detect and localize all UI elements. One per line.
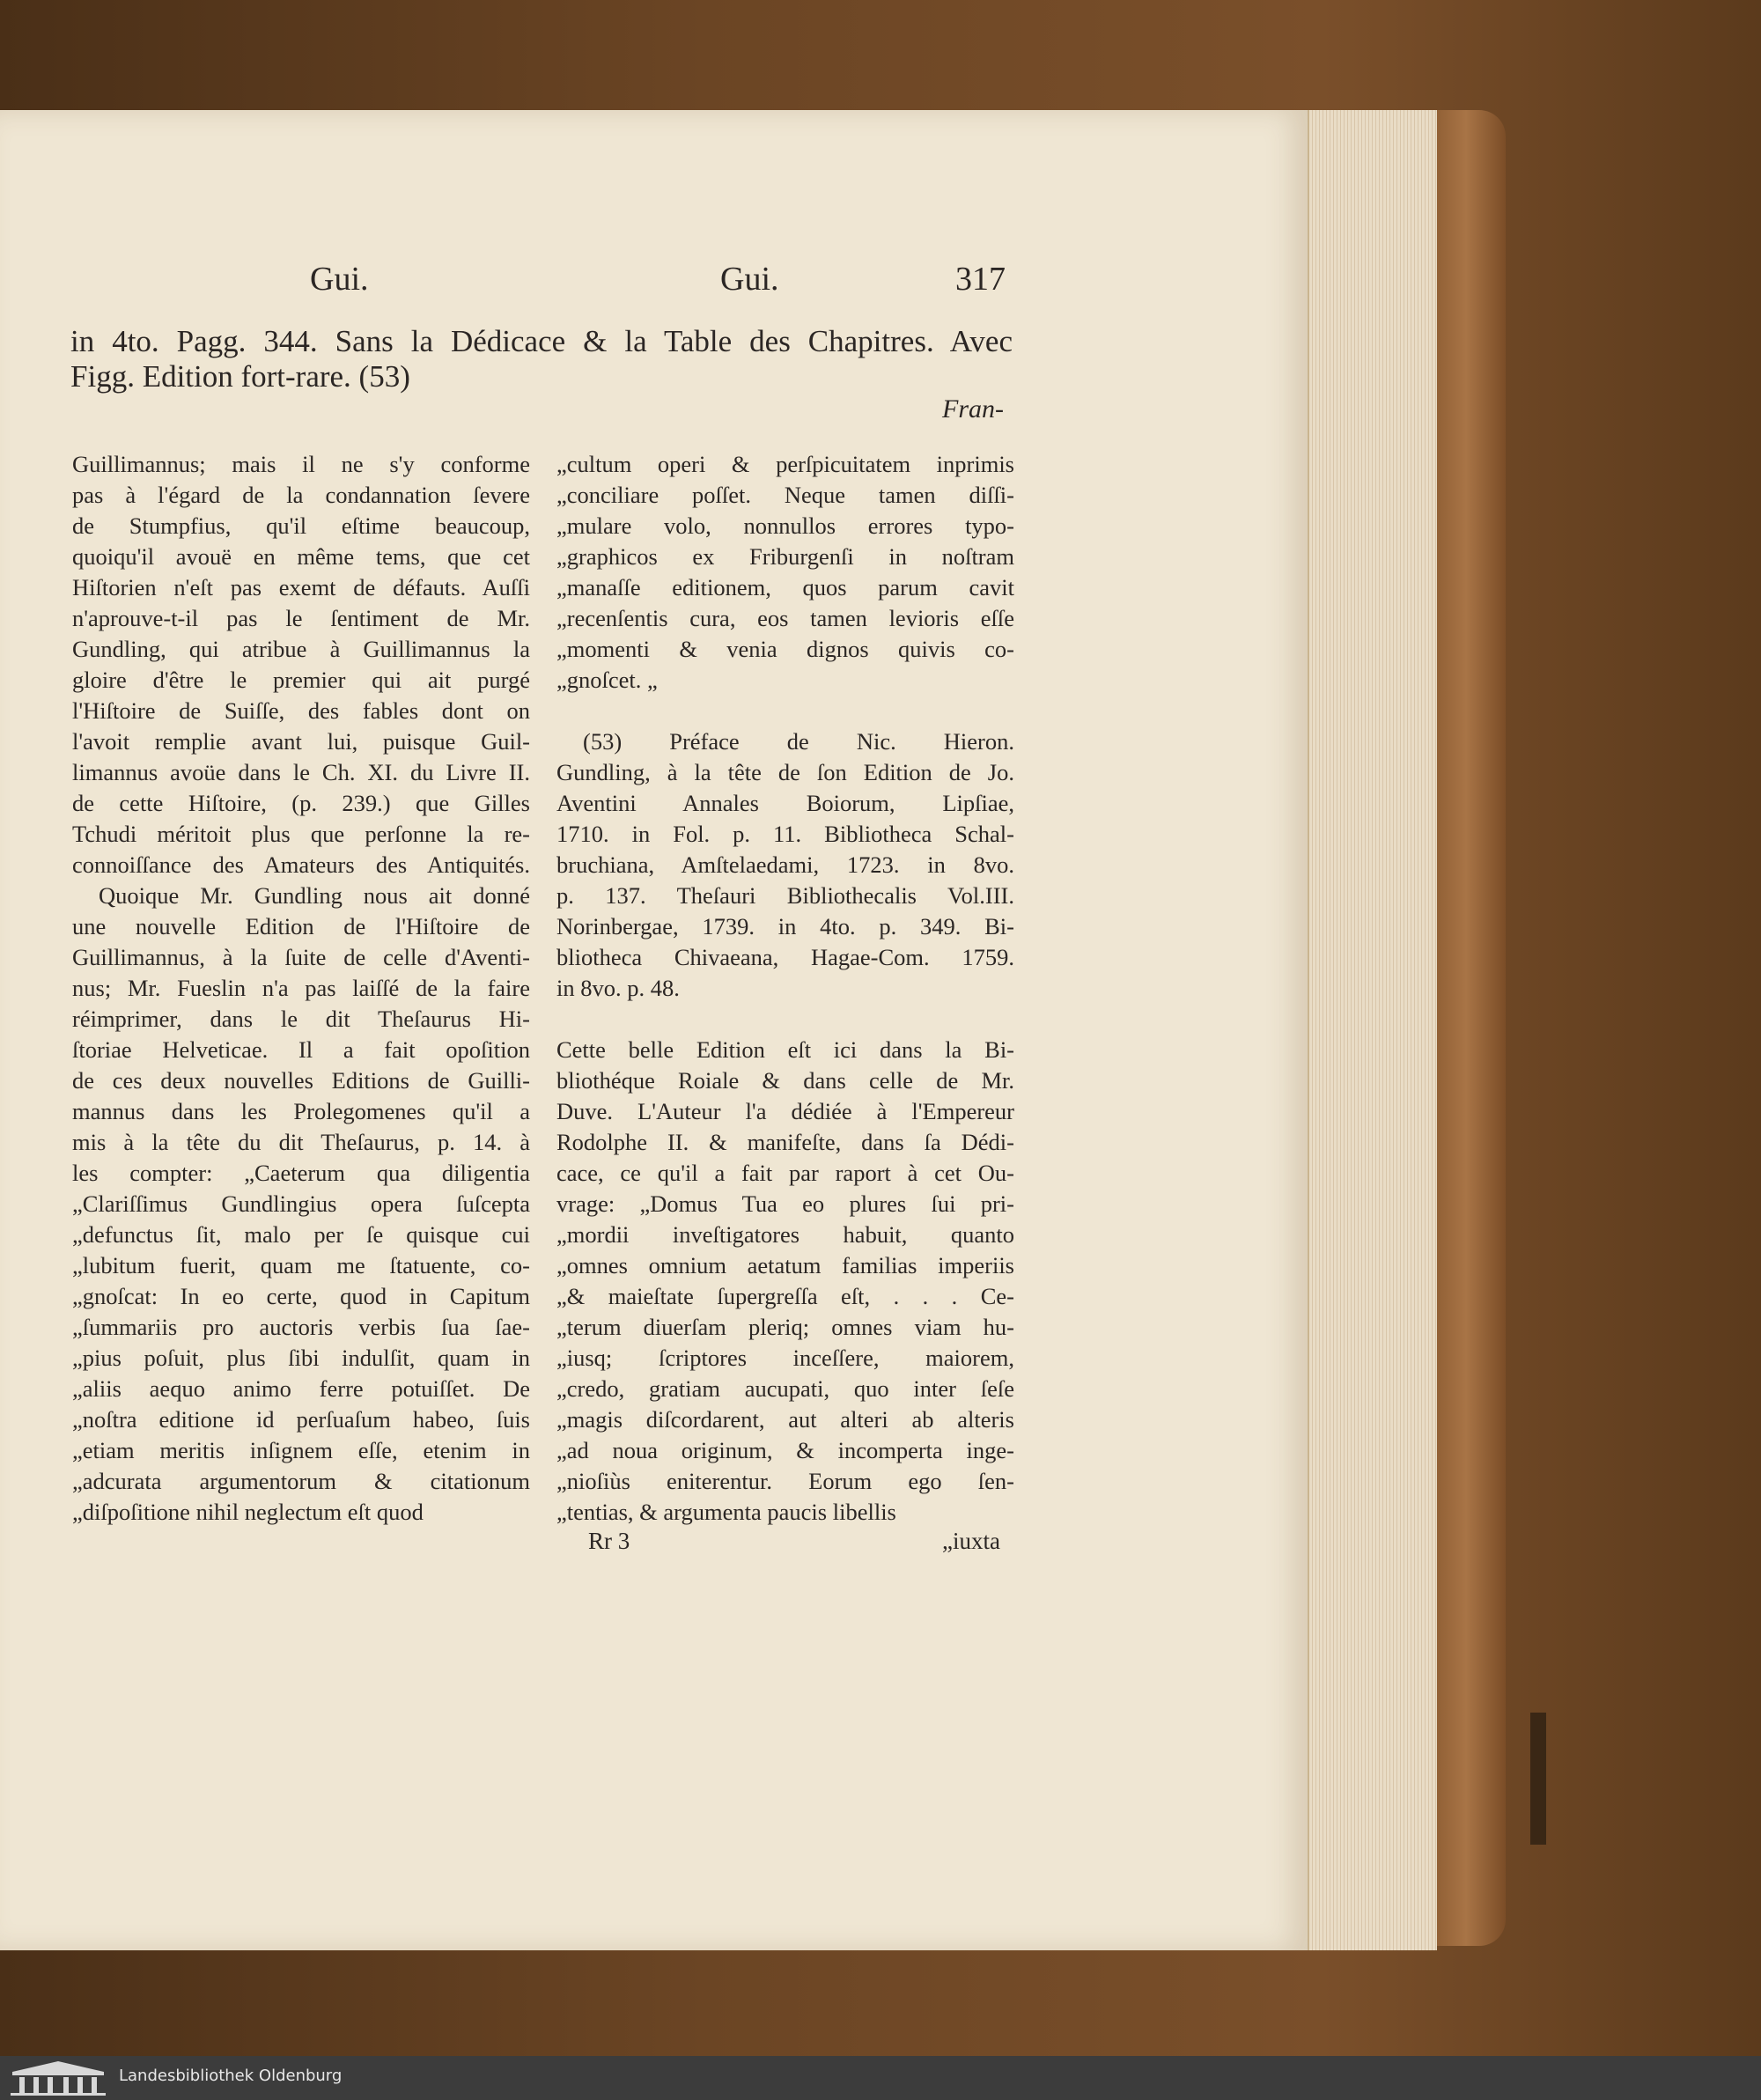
text-line: mannus dans les Prolegomenes qu'il a: [72, 1098, 530, 1124]
text-line: „tentias, & argumenta paucis libellis: [556, 1499, 896, 1525]
text-line: „& maieſtate ſupergreſſa eſt, . . . Ce-: [556, 1283, 1014, 1309]
text-line: „noſtra editione id perſuaſum habeo, ſuis: [72, 1406, 530, 1433]
text-line: „lubitum fuerit, quam me ſtatuente, co-: [72, 1252, 530, 1278]
running-head-left: Gui.: [310, 261, 369, 298]
page-number: 317: [955, 261, 1006, 298]
text-line: l'Hiſtoire de Suiſſe, des fables dont on: [72, 697, 530, 724]
text-line: l'avoit remplie avant lui, puisque Guil-: [72, 728, 530, 755]
text-line: les compter: „Caeterum qua diligentia: [72, 1160, 530, 1186]
text-line: p. 137. Theſauri Bibliothecalis Vol.III.: [556, 882, 1014, 909]
text-line: n'aprouve-t-il pas le ſentiment de Mr.: [72, 605, 530, 631]
text-line: Norinbergae, 1739. in 4to. p. 349. Bi-: [556, 913, 1014, 939]
text-line: Duve. L'Auteur l'a dédiée à l'Empereur: [556, 1098, 1014, 1124]
right-column: [556, 449, 1014, 1528]
text-line: (53) Préface de Nic. Hieron.: [583, 728, 1014, 755]
text-line: une nouvelle Edition de l'Hiſtoire de: [72, 913, 530, 939]
text-line: „iusq; ſcriptores inceſſere, maiorem,: [556, 1345, 1014, 1371]
text-line: „diſpoſitione nihil neglectum eſt quod: [72, 1499, 424, 1525]
book-cover-edge: [1426, 110, 1506, 1946]
running-head-center: Gui.: [720, 261, 779, 298]
text-line: mis à la tête du dit Theſaurus, p. 14. à: [72, 1129, 530, 1155]
text-line: cace, ce qu'il a fait par raport à cet Ou-: [556, 1160, 1014, 1186]
library-name: Landesbibliothek Oldenburg: [119, 2067, 343, 2085]
text-line: vrage: „Domus Tua eo plures ſui pri-: [556, 1190, 1014, 1217]
text-line: „terum diuerſam pleriq; omnes viam hu-: [556, 1314, 1014, 1340]
text-line: Cette belle Edition eſt ici dans la Bi-: [556, 1036, 1014, 1063]
right-column-quote: [556, 449, 1014, 696]
text-line: „gnoſcet. „: [556, 667, 658, 693]
lead-line-1: in 4to. Pagg. 344. Sans la Dédicace & la Table des Chapitres. Avec: [70, 324, 1013, 358]
text-line: Tchudi méritoit plus que perſonne la re-: [72, 821, 530, 847]
text-line: Hiſtorien n'eſt pas exemt de défauts. Auſſi: [72, 574, 530, 601]
text-line: 1710. in Fol. p. 11. Bibliotheca Schal-: [556, 821, 1014, 847]
text-line: in 8vo. p. 48.: [556, 975, 680, 1001]
text-line: „magis diſcordarent, aut alteri ab alteris: [556, 1406, 1014, 1433]
text-line: limannus avoüe dans le Ch. XI. du Livre II.: [72, 759, 530, 785]
left-column: [72, 449, 530, 1528]
footnote-53: [556, 726, 1014, 1004]
signature-mark: Rr 3: [588, 1528, 630, 1554]
text-line: bliothéque Roiale & dans celle de Mr.: [556, 1067, 1014, 1094]
text-line: „nioſiùs eniterentur. Eorum ego ſen-: [556, 1468, 1014, 1494]
text-line: „etiam meritis inſignem eſſe, etenim in: [72, 1437, 530, 1463]
text-line: Gundling, à la tête de ſon Edition de Jo.: [556, 759, 1014, 785]
text-line: „mordii inveſtigatores habuit, quanto: [556, 1221, 1014, 1248]
text-line: nus; Mr. Fueslin n'a pas laiſſé de la faire: [72, 975, 530, 1001]
text-line: quoiqu'il avouë en même tems, que cet: [72, 543, 530, 570]
catchword: „iuxta: [942, 1528, 1000, 1554]
text-line: bruchiana, Amſtelaedami, 1723. in 8vo.: [556, 851, 1014, 878]
text-line: „defunctus ſit, malo per ſe quisque cui: [72, 1221, 530, 1248]
text-line: Guillimannus; mais il ne s'y conforme: [72, 451, 530, 477]
shelf-mark-strip: [1530, 1713, 1546, 1845]
text-line: Quoique Mr. Gundling nous ait donné: [99, 882, 530, 909]
text-line: Gundling, qui atribue à Guillimannus la: [72, 636, 530, 662]
text-line: „graphicos ex Friburgenſi in noſtram: [556, 543, 1014, 570]
text-line: „credo, gratiam aucupati, quo inter ſeſe: [556, 1375, 1014, 1402]
text-line: „pius poſuit, plus ſibi indulſit, quam in: [72, 1345, 530, 1371]
text-line: pas à l'égard de la condannation ſevere: [72, 482, 530, 508]
text-line: de ces deux nouvelles Editions de Guilli-: [72, 1067, 530, 1094]
text-line: „conciliare poſſet. Neque tamen diſſi-: [556, 482, 1014, 508]
text-line: ſtoriae Helveticae. Il a fait opoſition: [72, 1036, 530, 1063]
text-line: „ad noua originum, & incomperta inge-: [556, 1437, 1014, 1463]
text-line: réimprimer, dans le dit Theſaurus Hi-: [72, 1006, 530, 1032]
text-line: „aliis aequo animo ferre potuiſſet. De: [72, 1375, 530, 1402]
library-building-icon: [9, 2059, 107, 2096]
text-line: „momenti & venia dignos quivis co-: [556, 636, 1014, 662]
text-line: „cultum operi & perſpicuitatem inprimis: [556, 451, 1014, 477]
text-line: „recenſentis cura, eos tamen levioris eſſe: [556, 605, 1014, 631]
text-line: „Clariſſimus Gundlingius opera ſuſcepta: [72, 1190, 530, 1217]
page-edges: [1308, 110, 1437, 1950]
right-column-paragraph: [556, 1035, 1014, 1528]
text-line: „omnes omnium aetatum familias imperiis: [556, 1252, 1014, 1278]
text-line: „ſummariis pro auctoris verbis ſua ſae-: [72, 1314, 530, 1340]
text-line: de Stumpfius, qu'il eſtime beaucoup,: [72, 512, 530, 539]
text-line: connoiſſance des Amateurs des Antiquités.: [72, 851, 530, 878]
text-line: Rodolphe II. & manifeſte, dans ſa Dédi-: [556, 1129, 1014, 1155]
text-line: „manaſſe editionem, quos parum cavit: [556, 574, 1014, 601]
lead-catchword: Fran-: [942, 394, 1004, 424]
text-line: de cette Hiſtoire, (p. 239.) que Gilles: [72, 790, 530, 816]
text-line: Aventini Annales Boiorum, Lipſiae,: [556, 790, 1014, 816]
text-line: gloire d'être le premier qui ait purgé: [72, 667, 530, 693]
lead-line-2: Figg. Edition fort-rare. (53): [70, 359, 410, 394]
text-line: Guillimannus, à la ſuite de celle d'Aventi-: [72, 944, 530, 970]
text-line: „gnoſcat: In eo certe, quod in Capitum: [72, 1283, 530, 1309]
text-line: „mulare volo, nonnullos errores typo-: [556, 512, 1014, 539]
text-line: „adcurata argumentorum & citationum: [72, 1468, 530, 1494]
text-line: bliotheca Chivaeana, Hagae-Com. 1759.: [556, 944, 1014, 970]
library-footer-bar: [0, 2056, 1761, 2100]
